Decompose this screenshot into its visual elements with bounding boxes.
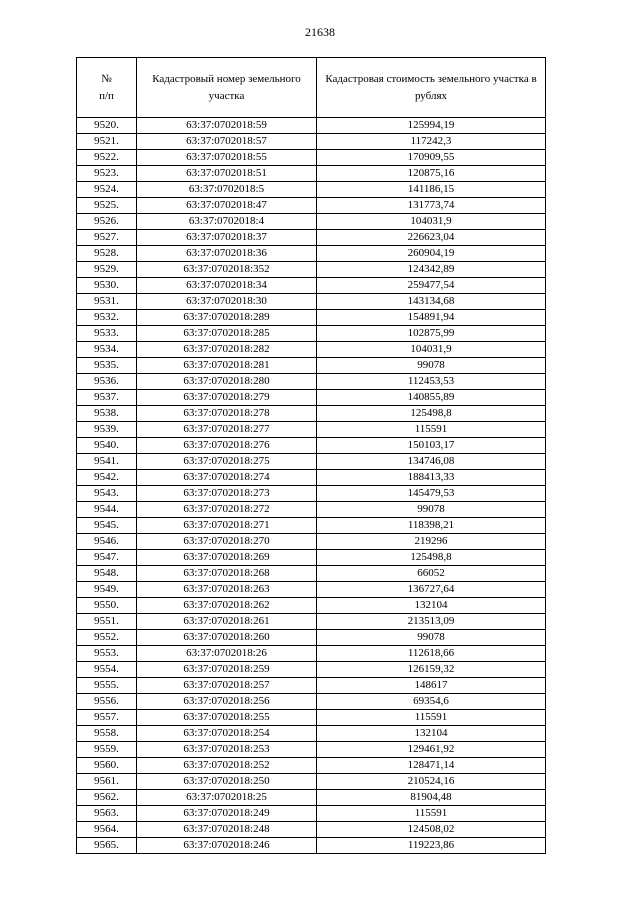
cadastral-value-cell: 102875,99 — [317, 326, 546, 342]
row-number-cell: 9528. — [77, 246, 137, 262]
cadastral-number-cell: 63:37:0702018:279 — [137, 390, 317, 406]
page-number: 21638 — [305, 25, 335, 39]
cadastral-value-cell: 66052 — [317, 566, 546, 582]
cadastral-value-cell: 112618,66 — [317, 646, 546, 662]
cadastral-value-cell: 117242,3 — [317, 134, 546, 150]
row-number-cell: 9520. — [77, 118, 137, 134]
cadastral-number-cell: 63:37:0702018:273 — [137, 486, 317, 502]
row-number-cell: 9527. — [77, 230, 137, 246]
row-number-cell: 9555. — [77, 678, 137, 694]
table-row — [77, 374, 546, 390]
cadastral-value-cell: 213513,09 — [317, 614, 546, 630]
row-number-cell: 9558. — [77, 726, 137, 742]
table-row — [77, 214, 546, 230]
row-number-cell: 9547. — [77, 550, 137, 566]
table-row — [77, 502, 546, 518]
table-row — [77, 774, 546, 790]
cadastral-number-cell: 63:37:0702018:34 — [137, 278, 317, 294]
table-row — [77, 758, 546, 774]
cadastral-value-cell: 132104 — [317, 726, 546, 742]
row-number-cell: 9560. — [77, 758, 137, 774]
cadastral-value-table — [76, 57, 546, 854]
cadastral-number-cell: 63:37:0702018:282 — [137, 342, 317, 358]
cadastral-value-cell: 125994,19 — [317, 118, 546, 134]
table-row — [77, 566, 546, 582]
table-row — [77, 550, 546, 566]
cadastral-value-cell: 115591 — [317, 806, 546, 822]
row-number-cell: 9522. — [77, 150, 137, 166]
table-row — [77, 182, 546, 198]
cadastral-number-cell: 63:37:0702018:51 — [137, 166, 317, 182]
table-row — [77, 742, 546, 758]
row-number-cell: 9551. — [77, 614, 137, 630]
cadastral-value-cell: 81904,48 — [317, 790, 546, 806]
cadastral-number-cell: 63:37:0702018:249 — [137, 806, 317, 822]
table-row — [77, 406, 546, 422]
cadastral-value-cell: 131773,74 — [317, 198, 546, 214]
row-number-cell: 9540. — [77, 438, 137, 454]
cadastral-number-cell: 63:37:0702018:352 — [137, 262, 317, 278]
table-row — [77, 358, 546, 374]
cadastral-value-cell: 134746,08 — [317, 454, 546, 470]
table-row — [77, 342, 546, 358]
cadastral-number-cell: 63:37:0702018:271 — [137, 518, 317, 534]
row-number-cell: 9524. — [77, 182, 137, 198]
cadastral-number-cell: 63:37:0702018:281 — [137, 358, 317, 374]
cadastral-number-cell: 63:37:0702018:26 — [137, 646, 317, 662]
cadastral-number-cell: 63:37:0702018:262 — [137, 598, 317, 614]
cadastral-number-cell: 63:37:0702018:261 — [137, 614, 317, 630]
table-header — [77, 58, 546, 118]
table-row — [77, 246, 546, 262]
table-row — [77, 822, 546, 838]
table-row — [77, 630, 546, 646]
cadastral-number-cell: 63:37:0702018:270 — [137, 534, 317, 550]
cadastral-value-cell: 115591 — [317, 422, 546, 438]
cadastral-number-cell: 63:37:0702018:25 — [137, 790, 317, 806]
cadastral-number-cell: 63:37:0702018:277 — [137, 422, 317, 438]
cadastral-value-cell: 126159,32 — [317, 662, 546, 678]
row-number-cell: 9559. — [77, 742, 137, 758]
row-number-cell: 9557. — [77, 710, 137, 726]
table-row — [77, 166, 546, 182]
row-number-cell: 9532. — [77, 310, 137, 326]
table-row — [77, 582, 546, 598]
cadastral-value-cell: 112453,53 — [317, 374, 546, 390]
cadastral-number-cell: 63:37:0702018:263 — [137, 582, 317, 598]
table-row — [77, 438, 546, 454]
row-number-cell: 9561. — [77, 774, 137, 790]
row-number-cell: 9521. — [77, 134, 137, 150]
cadastral-value-cell: 119223,86 — [317, 838, 546, 854]
row-number-cell: 9564. — [77, 822, 137, 838]
cadastral-value-cell: 219296 — [317, 534, 546, 550]
cadastral-value-cell: 99078 — [317, 630, 546, 646]
row-number-cell: 9526. — [77, 214, 137, 230]
table-row — [77, 198, 546, 214]
cadastral-value-cell: 141186,15 — [317, 182, 546, 198]
table-row — [77, 838, 546, 854]
cadastral-value-cell: 148617 — [317, 678, 546, 694]
table-body — [77, 118, 546, 854]
row-number-cell: 9536. — [77, 374, 137, 390]
cadastral-number-cell: 63:37:0702018:268 — [137, 566, 317, 582]
cadastral-number-cell: 63:37:0702018:30 — [137, 294, 317, 310]
cadastral-number-cell: 63:37:0702018:269 — [137, 550, 317, 566]
table-row — [77, 726, 546, 742]
row-number-cell: 9544. — [77, 502, 137, 518]
cadastral-number-cell: 63:37:0702018:250 — [137, 774, 317, 790]
cadastral-value-cell: 69354,6 — [317, 694, 546, 710]
cadastral-value-cell: 260904,19 — [317, 246, 546, 262]
row-number-cell: 9530. — [77, 278, 137, 294]
header-cadastral-number: Кадастровый номер земельного участка — [137, 58, 317, 118]
cadastral-value-cell: 170909,55 — [317, 150, 546, 166]
cadastral-value-cell: 104031,9 — [317, 342, 546, 358]
cadastral-number-cell: 63:37:0702018:246 — [137, 838, 317, 854]
table-row — [77, 262, 546, 278]
cadastral-value-cell: 129461,92 — [317, 742, 546, 758]
table-row — [77, 710, 546, 726]
cadastral-number-cell: 63:37:0702018:289 — [137, 310, 317, 326]
cadastral-number-cell: 63:37:0702018:37 — [137, 230, 317, 246]
row-number-cell: 9525. — [77, 198, 137, 214]
table-row — [77, 790, 546, 806]
table-row — [77, 134, 546, 150]
row-number-cell: 9565. — [77, 838, 137, 854]
row-number-cell: 9548. — [77, 566, 137, 582]
cadastral-value-cell: 99078 — [317, 358, 546, 374]
cadastral-number-cell: 63:37:0702018:57 — [137, 134, 317, 150]
row-number-cell: 9529. — [77, 262, 137, 278]
cadastral-number-cell: 63:37:0702018:4 — [137, 214, 317, 230]
row-number-cell: 9538. — [77, 406, 137, 422]
row-number-cell: 9534. — [77, 342, 137, 358]
row-number-cell: 9549. — [77, 582, 137, 598]
row-number-cell: 9533. — [77, 326, 137, 342]
row-number-cell: 9537. — [77, 390, 137, 406]
row-number-cell: 9531. — [77, 294, 137, 310]
row-number-cell: 9550. — [77, 598, 137, 614]
table-row — [77, 294, 546, 310]
table-row — [77, 534, 546, 550]
table-header-row — [77, 58, 546, 118]
table-row — [77, 614, 546, 630]
table-row — [77, 422, 546, 438]
cadastral-value-cell: 128471,14 — [317, 758, 546, 774]
row-number-cell: 9539. — [77, 422, 137, 438]
cadastral-value-cell: 99078 — [317, 502, 546, 518]
cadastral-number-cell: 63:37:0702018:274 — [137, 470, 317, 486]
cadastral-value-cell: 226623,04 — [317, 230, 546, 246]
cadastral-number-cell: 63:37:0702018:278 — [137, 406, 317, 422]
header-row-number: № п/п — [77, 58, 137, 118]
cadastral-value-cell: 125498,8 — [317, 550, 546, 566]
cadastral-number-cell: 63:37:0702018:256 — [137, 694, 317, 710]
cadastral-value-cell: 188413,33 — [317, 470, 546, 486]
row-number-cell: 9554. — [77, 662, 137, 678]
cadastral-value-cell: 259477,54 — [317, 278, 546, 294]
cadastral-value-cell: 140855,89 — [317, 390, 546, 406]
table-row — [77, 390, 546, 406]
cadastral-value-cell: 118398,21 — [317, 518, 546, 534]
table-row — [77, 486, 546, 502]
cadastral-value-cell: 120875,16 — [317, 166, 546, 182]
cadastral-number-cell: 63:37:0702018:253 — [137, 742, 317, 758]
cadastral-number-cell: 63:37:0702018:272 — [137, 502, 317, 518]
cadastral-value-cell: 124342,89 — [317, 262, 546, 278]
table-row — [77, 518, 546, 534]
row-number-cell: 9546. — [77, 534, 137, 550]
table-row — [77, 694, 546, 710]
cadastral-number-cell: 63:37:0702018:47 — [137, 198, 317, 214]
table-row — [77, 150, 546, 166]
cadastral-number-cell: 63:37:0702018:276 — [137, 438, 317, 454]
table-row — [77, 662, 546, 678]
table-row — [77, 454, 546, 470]
table-row — [77, 230, 546, 246]
row-number-cell: 9543. — [77, 486, 137, 502]
table-row — [77, 806, 546, 822]
row-number-cell: 9562. — [77, 790, 137, 806]
cadastral-number-cell: 63:37:0702018:59 — [137, 118, 317, 134]
table-row — [77, 470, 546, 486]
row-number-cell: 9542. — [77, 470, 137, 486]
cadastral-value-cell: 132104 — [317, 598, 546, 614]
table-row — [77, 310, 546, 326]
row-number-cell: 9552. — [77, 630, 137, 646]
cadastral-value-cell: 150103,17 — [317, 438, 546, 454]
table-row — [77, 118, 546, 134]
row-number-cell: 9535. — [77, 358, 137, 374]
cadastral-value-cell: 210524,16 — [317, 774, 546, 790]
cadastral-value-cell: 143134,68 — [317, 294, 546, 310]
cadastral-value-cell: 136727,64 — [317, 582, 546, 598]
table-row — [77, 598, 546, 614]
cadastral-number-cell: 63:37:0702018:259 — [137, 662, 317, 678]
cadastral-value-cell: 124508,02 — [317, 822, 546, 838]
cadastral-number-cell: 63:37:0702018:252 — [137, 758, 317, 774]
cadastral-number-cell: 63:37:0702018:5 — [137, 182, 317, 198]
table-row — [77, 678, 546, 694]
row-number-cell: 9523. — [77, 166, 137, 182]
cadastral-value-cell: 145479,53 — [317, 486, 546, 502]
cadastral-value-cell: 115591 — [317, 710, 546, 726]
table-row — [77, 326, 546, 342]
cadastral-number-cell: 63:37:0702018:55 — [137, 150, 317, 166]
cadastral-value-cell: 154891,94 — [317, 310, 546, 326]
cadastral-value-cell: 104031,9 — [317, 214, 546, 230]
cadastral-number-cell: 63:37:0702018:260 — [137, 630, 317, 646]
cadastral-number-cell: 63:37:0702018:248 — [137, 822, 317, 838]
cadastral-number-cell: 63:37:0702018:257 — [137, 678, 317, 694]
cadastral-number-cell: 63:37:0702018:255 — [137, 710, 317, 726]
cadastral-number-cell: 63:37:0702018:280 — [137, 374, 317, 390]
table-row — [77, 646, 546, 662]
cadastral-number-cell: 63:37:0702018:275 — [137, 454, 317, 470]
cadastral-number-cell: 63:37:0702018:36 — [137, 246, 317, 262]
header-cadastral-value: Кадастровая стоимость земельного участка в рублях — [317, 58, 546, 118]
row-number-cell: 9545. — [77, 518, 137, 534]
row-number-cell: 9556. — [77, 694, 137, 710]
cadastral-value-cell: 125498,8 — [317, 406, 546, 422]
row-number-cell: 9563. — [77, 806, 137, 822]
row-number-cell: 9553. — [77, 646, 137, 662]
table-row — [77, 278, 546, 294]
cadastral-number-cell: 63:37:0702018:254 — [137, 726, 317, 742]
cadastral-number-cell: 63:37:0702018:285 — [137, 326, 317, 342]
row-number-cell: 9541. — [77, 454, 137, 470]
